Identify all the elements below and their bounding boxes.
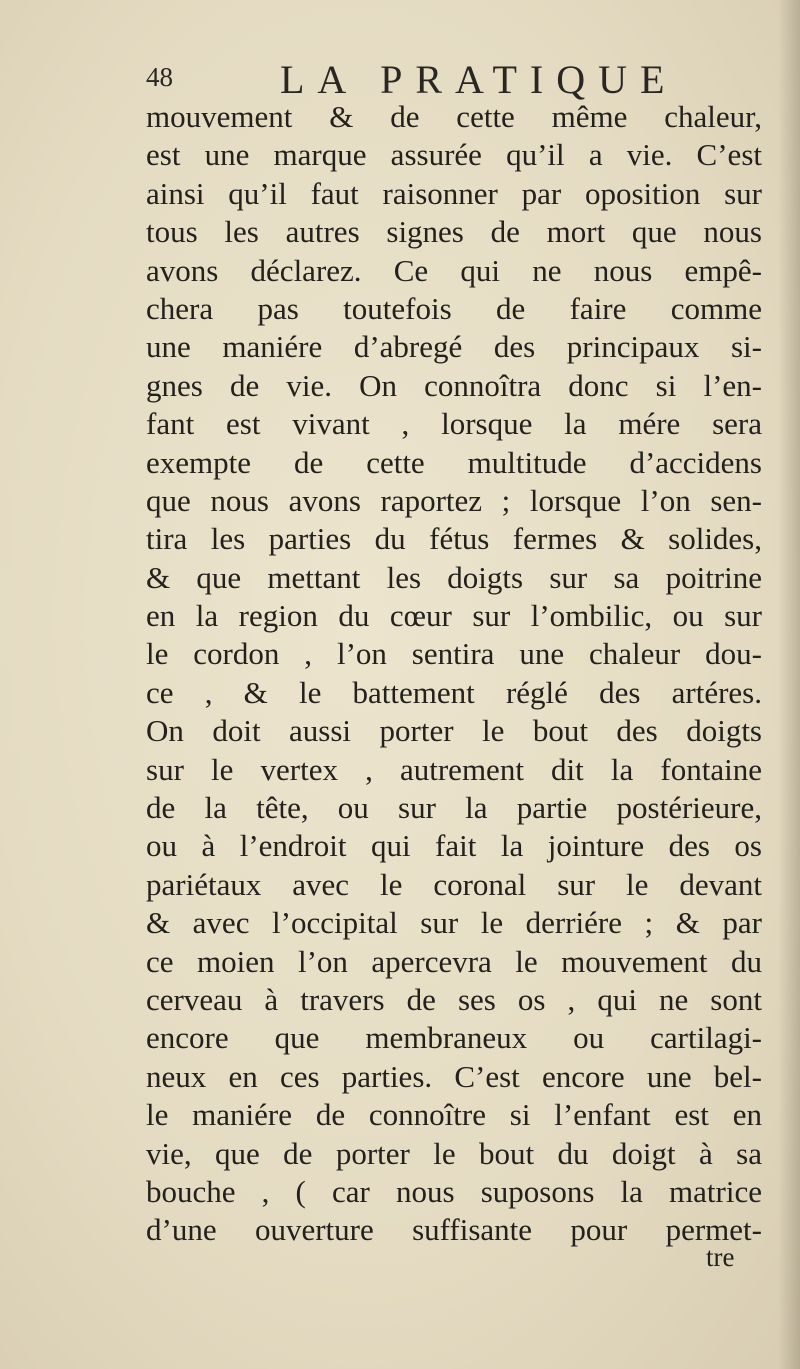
text-line: & que mettant les doigts sur sa poitrine [146,559,762,595]
text-line: en la region du cœur sur l’ombilic, ou sur [146,598,762,634]
text-line: le cordon , l’on sentira une chaleur dou- [146,636,762,672]
text-line: le maniére de connoître si l’enfant est en [146,1097,762,1133]
text-line: de la tête, ou sur la partie postérieure, [146,790,762,826]
text-line: que nous avons raportez ; lorsque l’on sen- [146,482,762,518]
text-line: tous les autres signes de mort que nous [146,214,762,250]
page-header [146,56,766,104]
text-line: avons déclarez. Ce qui ne nous empê- [146,252,762,288]
text-line: neux en ces parties. C’est encore une bel- [146,1058,762,1094]
text-line: ou à l’endroit qui fait la jointure des os [146,828,762,864]
text-line: pariétaux avec le coronal sur le devant [146,866,762,902]
text-line: gnes de vie. On connoîtra donc si l’en- [146,367,762,403]
text-line: encore que membraneux ou cartilagi- [146,1020,762,1056]
page-edge-shadow [778,0,800,1369]
text-line: ainsi qu’il faut raisonner par oposition sur [146,175,762,211]
body-text [146,98,762,1250]
text-line: mouvement & de cette même chaleur, [146,99,762,134]
text-line: ce moien l’on apercevra le mouvement du [146,943,762,979]
text-line: cerveau à travers de ses os , qui ne sont [146,981,762,1017]
text-line: exempte de cette multitude d’accidens [146,444,762,480]
text-line: ce , & le battement réglé des artéres. [146,674,762,710]
text-line: est une marque assurée qu’il a vie. C’est [146,137,762,173]
text-line: sur le vertex , autrement dit la fontaine [146,751,762,787]
text-line: une maniére d’abregé des principaux si- [146,329,762,365]
text-line: fant est vivant , lorsque la mére sera [146,406,762,442]
text-line: chera pas toutefois de faire comme [146,290,762,326]
running-title: LA PRATIQUE [280,57,678,102]
text-line: On doit aussi porter le bout des doigts [146,713,762,749]
text-line: vie, que de porter le bout du doigt à sa [146,1135,762,1171]
text-line: bouche , ( car nous suposons la matrice [146,1173,762,1209]
catchword: tre [706,1242,735,1272]
text-line: tira les parties du fétus fermes & solides, [146,521,762,557]
page-number: 48 [146,62,173,92]
text-line: & avec l’occipital sur le derriére ; & par [146,905,762,941]
text-line: d’une ouverture suffisante pour permet- [146,1212,762,1248]
